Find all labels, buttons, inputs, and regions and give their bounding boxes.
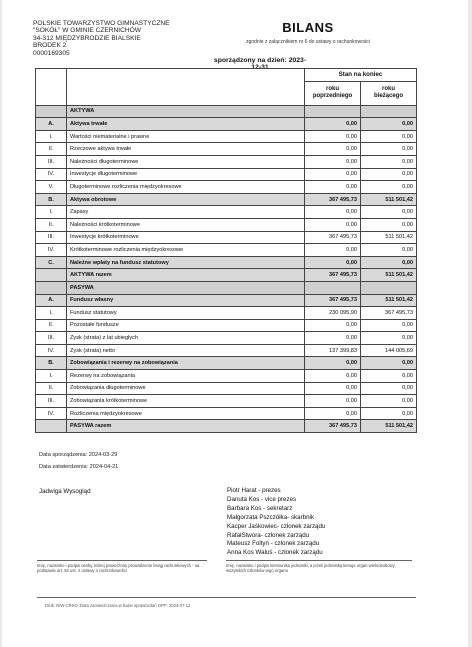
document-subtitle: zgodnie z załącznikiem nr 6 do ustawy o rachunkowości bbox=[246, 39, 370, 45]
header-empty bbox=[67, 69, 305, 106]
row-label: Zobowiązania długoterminowe bbox=[67, 382, 305, 395]
date-prepared: Data sporządzenia: 2024-03-29 bbox=[39, 452, 118, 458]
current-year-value: 0,00 bbox=[361, 218, 417, 231]
row-label: AKTYWA razem bbox=[67, 269, 305, 282]
current-year-value: 0,00 bbox=[361, 382, 417, 395]
row-number: IV. bbox=[36, 168, 67, 181]
table-row bbox=[36, 181, 417, 194]
total-row bbox=[36, 269, 417, 282]
board-member: Małgorzata Pszczółka- skarbnik bbox=[227, 513, 314, 521]
current-year-value bbox=[361, 105, 417, 118]
current-year-value: 0,00 bbox=[361, 370, 417, 383]
group-row bbox=[36, 357, 417, 370]
section-row bbox=[36, 105, 417, 118]
current-year-value: 0,00 bbox=[361, 332, 417, 345]
row-label: Wartości niematerialne i prawne bbox=[67, 130, 305, 143]
row-label: PASYWA bbox=[67, 281, 305, 294]
row-label: Inwestycje krótkoterminowe bbox=[67, 231, 305, 244]
previous-year-value: 0,00 bbox=[305, 319, 361, 332]
group-row bbox=[36, 294, 417, 307]
previous-year-value bbox=[305, 105, 361, 118]
previous-year-value: 367 495,73 bbox=[305, 420, 361, 433]
table-row bbox=[36, 155, 417, 168]
org-line: "SOKÓŁ" W GMINIE CZERNICHÓW bbox=[33, 27, 141, 35]
table-row bbox=[36, 332, 417, 345]
row-number: III. bbox=[36, 395, 67, 408]
footer-print-info: Druk: NIW-CRSO, Data zamieszczenia w bazie sprawozdań OPP: 2024-07-12 bbox=[45, 603, 191, 608]
row-number bbox=[36, 269, 67, 282]
row-number: A. bbox=[36, 118, 67, 131]
board-member: RafałStwora- członek zarządu bbox=[227, 531, 310, 539]
row-number: I. bbox=[36, 370, 67, 383]
previous-year-value: 0,00 bbox=[305, 370, 361, 383]
table-row bbox=[36, 319, 417, 332]
previous-year-value: 0,00 bbox=[305, 357, 361, 370]
current-year-value: 511 501,42 bbox=[361, 193, 417, 206]
date-approved: Data zatwierdzenia: 2024-04-21 bbox=[39, 464, 119, 470]
board-caption: Imię, nazwisko i podpis kierownika jednostki, a jeżeli jednostką kieruje organ wieloosobowy, wszystkich członków tego organu bbox=[226, 563, 396, 574]
row-label: Należne wpłaty na fundusz statutowy bbox=[67, 256, 305, 269]
previous-year-value: 0,00 bbox=[305, 181, 361, 194]
row-label: Rezerwy na zobowiązania bbox=[67, 370, 305, 383]
row-label: Aktywa obrotowe bbox=[67, 193, 305, 206]
row-label: Aktywa trwałe bbox=[67, 118, 305, 131]
row-label: Rozliczenia międzyokresowe bbox=[67, 407, 305, 420]
row-number: IV. bbox=[36, 244, 67, 257]
previous-year-value: 0,00 bbox=[305, 244, 361, 257]
table-row bbox=[36, 407, 417, 420]
current-year-value: 511 501,42 bbox=[361, 269, 417, 282]
header-empty bbox=[36, 69, 67, 106]
row-number: III. bbox=[36, 155, 67, 168]
row-label: Inwestycje długoterminowe bbox=[67, 168, 305, 181]
balance-rows bbox=[36, 105, 417, 432]
table-row bbox=[36, 307, 417, 320]
previous-year-value: 0,00 bbox=[305, 332, 361, 345]
table-row bbox=[36, 244, 417, 257]
row-number bbox=[36, 105, 67, 118]
table-row bbox=[36, 344, 417, 357]
row-label: Zobowiązania i rezerwy na zobowiązania bbox=[67, 357, 305, 370]
current-year-value: 0,00 bbox=[361, 244, 417, 257]
header-previous-year: roku poprzedniego bbox=[305, 81, 361, 105]
balance-table bbox=[35, 68, 417, 433]
previous-year-value: 0,00 bbox=[305, 256, 361, 269]
previous-year-value: 137 399,83 bbox=[305, 344, 361, 357]
board-members bbox=[227, 487, 325, 558]
board-signature-line bbox=[226, 560, 412, 561]
current-year-value: 0,00 bbox=[361, 319, 417, 332]
row-label: Zobowiązania krótkoterminowe bbox=[67, 395, 305, 408]
table-row bbox=[36, 231, 417, 244]
board-member: Anna Kos Waluś - członek zarządu bbox=[227, 549, 323, 557]
current-year-value: 0,00 bbox=[361, 407, 417, 420]
preparer-signature-line bbox=[37, 560, 207, 561]
row-label: Należności długoterminowe bbox=[67, 155, 305, 168]
current-year-value: 0,00 bbox=[361, 256, 417, 269]
org-line: POLSKIE TOWARZYSTWO GIMNASTYCZNE bbox=[33, 20, 170, 27]
table-row bbox=[36, 370, 417, 383]
title-block bbox=[228, 20, 388, 45]
current-year-value: 511 501,42 bbox=[361, 420, 417, 433]
current-year-value: 144 005,69 bbox=[361, 344, 417, 357]
row-label: Rzeczowe aktywa trwałe bbox=[67, 143, 305, 156]
current-year-value bbox=[361, 281, 417, 294]
previous-year-value: 367 495,73 bbox=[305, 269, 361, 282]
group-row bbox=[36, 193, 417, 206]
row-label: PASYWA razem bbox=[67, 420, 305, 433]
row-number: IV. bbox=[36, 407, 67, 420]
current-year-value: 367 495,73 bbox=[361, 307, 417, 320]
row-number: II. bbox=[36, 319, 67, 332]
row-label: Krótkoterminowe rozliczenia międzyokresowe bbox=[67, 244, 305, 257]
current-year-value: 511 501,42 bbox=[361, 231, 417, 244]
previous-year-value: 367 495,73 bbox=[305, 294, 361, 307]
previous-year-value bbox=[305, 281, 361, 294]
previous-year-value: 0,00 bbox=[305, 143, 361, 156]
row-number bbox=[36, 420, 67, 433]
board-member: Mateusz Foltyn - członek zarządu bbox=[227, 540, 320, 548]
group-row bbox=[36, 118, 417, 131]
report-date: sporządzony na dzień: 2023-12-31 bbox=[213, 57, 307, 71]
row-label: Fundusz własny bbox=[67, 294, 305, 307]
previous-year-value: 0,00 bbox=[305, 382, 361, 395]
org-line: 34-312 MIĘDZYBRODZIE BIALSKIE bbox=[33, 34, 141, 42]
row-number: III. bbox=[36, 231, 67, 244]
row-number: C. bbox=[36, 256, 67, 269]
row-number: III. bbox=[36, 332, 67, 345]
row-label: Zapasy bbox=[67, 206, 305, 219]
row-label: AKTYWA bbox=[67, 105, 305, 118]
previous-year-value: 0,00 bbox=[305, 130, 361, 143]
header-period-group: Stan na koniec bbox=[305, 69, 417, 82]
previous-year-value: 0,00 bbox=[305, 407, 361, 420]
row-number: II. bbox=[36, 143, 67, 156]
previous-year-value: 367 495,73 bbox=[305, 193, 361, 206]
current-year-value: 0,00 bbox=[361, 181, 417, 194]
table-row bbox=[36, 168, 417, 181]
previous-year-value: 0,00 bbox=[305, 155, 361, 168]
row-number: B. bbox=[36, 193, 67, 206]
current-year-value: 0,00 bbox=[361, 168, 417, 181]
table-row bbox=[36, 130, 417, 143]
header-current-year: roku bieżącego bbox=[361, 81, 417, 105]
row-number: V. bbox=[36, 181, 67, 194]
row-number: IV. bbox=[36, 344, 67, 357]
board-member: Danuta Kos - vice prezes bbox=[227, 495, 297, 503]
org-line: BRODEK 2 bbox=[33, 42, 67, 50]
row-number: II. bbox=[36, 218, 67, 231]
row-number: I. bbox=[36, 307, 67, 320]
current-year-value: 511 501,42 bbox=[361, 294, 417, 307]
org-krs-number: 0000169305 bbox=[33, 49, 70, 57]
row-label: Fundusz statutowy bbox=[67, 307, 305, 320]
current-year-value: 0,00 bbox=[361, 206, 417, 219]
table-row bbox=[36, 382, 417, 395]
board-member: Piotr Harat - prezes bbox=[227, 487, 281, 494]
row-number: A. bbox=[36, 294, 67, 307]
row-number bbox=[36, 281, 67, 294]
current-year-value: 0,00 bbox=[361, 155, 417, 168]
row-label: Pozostałe fundusze bbox=[67, 319, 305, 332]
preparer-name: Jadwiga Wysogląd bbox=[39, 488, 91, 495]
row-label: Długoterminowe rozliczenia międzyokresowe bbox=[67, 181, 305, 194]
organization-header bbox=[33, 20, 170, 57]
table-row bbox=[36, 143, 417, 156]
current-year-value: 0,00 bbox=[361, 357, 417, 370]
previous-year-value: 0,00 bbox=[305, 206, 361, 219]
group-row bbox=[36, 256, 417, 269]
preparer-caption: Imię, nazwisko i podpis osoby, której powierzono prowadzenie ksiąg rachunkowych - na podstawie art. 52 ust. 2 ustawy o rachunkowości bbox=[37, 563, 200, 574]
previous-year-value: 0,00 bbox=[305, 118, 361, 131]
table-row bbox=[36, 218, 417, 231]
row-label: Zysk (strata) z lat ubiegłych bbox=[67, 332, 305, 345]
document-title: BILANS bbox=[282, 20, 334, 35]
current-year-value: 0,00 bbox=[361, 130, 417, 143]
table-row bbox=[36, 206, 417, 219]
current-year-value: 0,00 bbox=[361, 143, 417, 156]
previous-year-value: 367 495,73 bbox=[305, 231, 361, 244]
document-page bbox=[2, 0, 468, 647]
previous-year-value: 0,00 bbox=[305, 395, 361, 408]
previous-year-value: 0,00 bbox=[305, 218, 361, 231]
current-year-value: 0,00 bbox=[361, 395, 417, 408]
previous-year-value: 230 095,90 bbox=[305, 307, 361, 320]
row-number: II. bbox=[36, 382, 67, 395]
row-number: B. bbox=[36, 357, 67, 370]
footer-divider bbox=[37, 597, 416, 598]
table-row bbox=[36, 395, 417, 408]
board-member: Kacper Jaśkowiec- członek zarządu bbox=[227, 522, 326, 530]
row-label: Zysk (strata) netto bbox=[67, 344, 305, 357]
total-row bbox=[36, 420, 417, 433]
row-label: Należności krótkoterminowe bbox=[67, 218, 305, 231]
current-year-value: 0,00 bbox=[361, 118, 417, 131]
board-member: Barbara Kos - sekretarz bbox=[227, 504, 293, 512]
row-number: I. bbox=[36, 130, 67, 143]
section-row bbox=[36, 281, 417, 294]
previous-year-value: 0,00 bbox=[305, 168, 361, 181]
row-number: I. bbox=[36, 206, 67, 219]
